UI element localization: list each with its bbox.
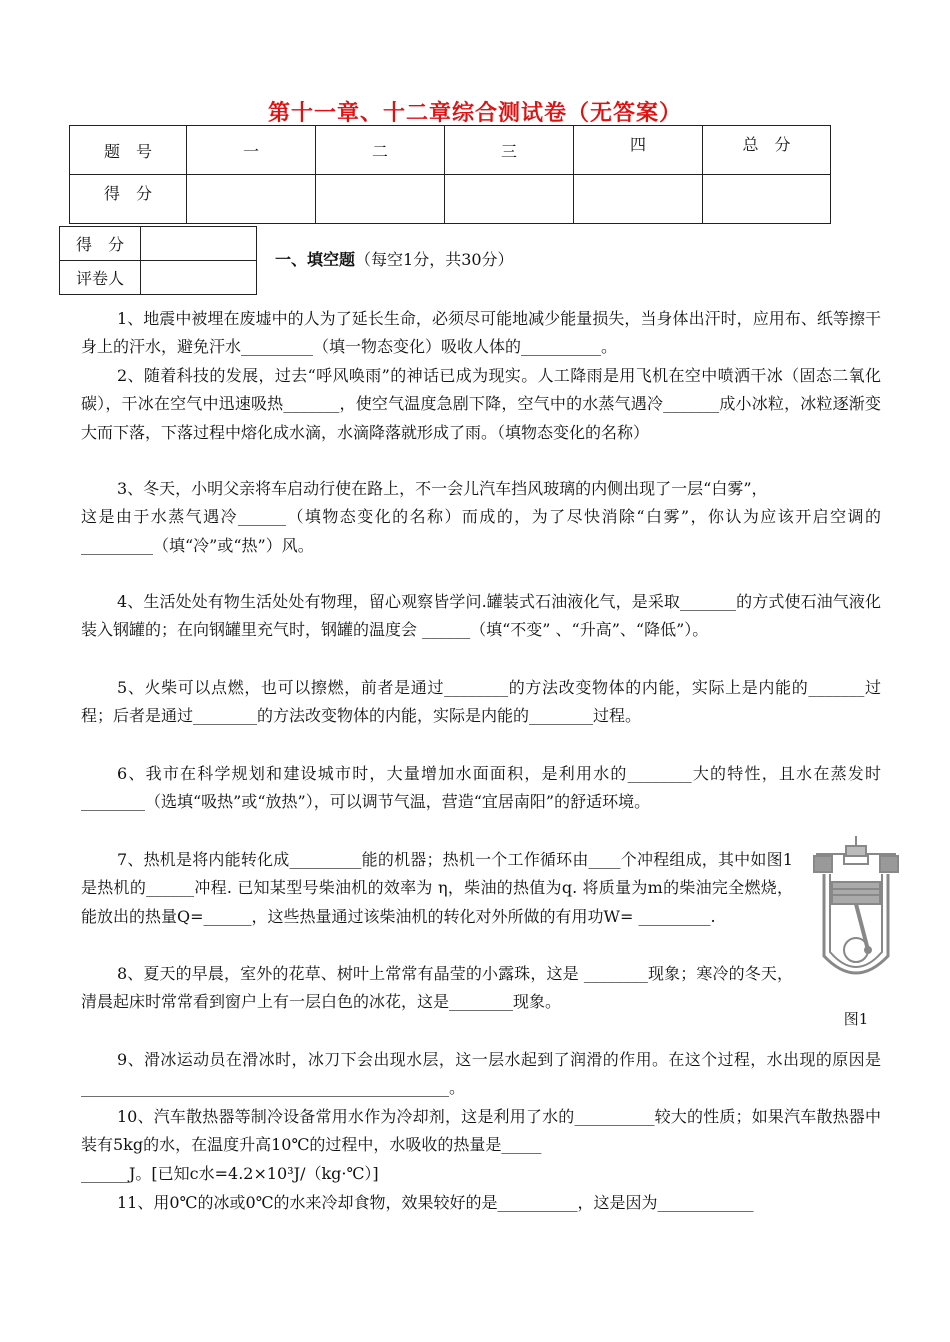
question-8 [81, 960, 793, 1017]
figure-caption: 图1 [843, 1010, 869, 1028]
row-label: 得 分 [70, 175, 187, 224]
question-text: 5、火柴可以点燃，也可以擦燃，前者是通过________的方法改变物体的内能，实际上是内能的_______过程；后者是通过________的方法改变物体的内能，实际是内能的________过程。 [81, 678, 881, 726]
score-box[interactable] [141, 227, 257, 261]
section-heading [275, 247, 514, 270]
question-text: 这是由于水蒸气遇冷______（填物态变化的名称）而成的，为了尽快消除“白雾”，你认为应该开启空调的_________（填“冷”或“热”）风。 [81, 507, 881, 555]
score-label: 得 分 [60, 227, 141, 261]
question-2 [81, 362, 881, 447]
question-text: 7、热机是将内能转化成_________能的机器；热机一个工作循环由____个冲程组成，其中如图1是热机的______冲程. 已知某型号柴油机的效率为 η，柴油的热值为q. 将质量为m的柴油完全燃烧，能放出的热量Q=______，这些热量通过该柴油机的转化对外所做的有用功W= _________. [81, 850, 793, 926]
question-text: 9、滑冰运动员在滑冰时，冰刀下会出现水层，这一层水起到了润滑的作用。在这个过程，水出现的原因是______________________________________________。 [81, 1050, 881, 1098]
header-cell: 二 [316, 126, 445, 175]
grader-row [60, 227, 257, 261]
header-cell: 题 号 [70, 126, 187, 175]
header-cell: 四 [574, 126, 703, 175]
question-text: 4、生活处处有物生活处处有物理，留心观察皆学问.罐装式石油液化气，是采取_______的方式使石油气液化装入钢罐的；在向钢罐里充气时，钢罐的温度会 ______（填“不变” 、“升高”、“降低”）。 [81, 592, 881, 640]
engine-cylinder-icon [810, 832, 902, 992]
figure-1 [810, 832, 902, 1029]
question-10 [81, 1103, 881, 1188]
header-cell: 三 [445, 126, 574, 175]
question-1 [81, 305, 881, 362]
question-5 [81, 674, 881, 731]
score-table-score-row [70, 175, 831, 224]
question-11 [81, 1189, 881, 1217]
question-text: 2、随着科技的发展，过去“呼风唤雨”的神话已成为现实。人工降雨是用飞机在空中喷洒干冰（固态二氧化碳），干冰在空气中迅速吸热_______，使空气温度急剧下降，空气中的水蒸气遇冷_______成小冰粒，冰粒逐渐变大而下落，下落过程中熔化成水滴，水滴降落就形成了雨。（填物态变化的名称） [81, 366, 881, 442]
question-text: 11、用0℃的冰或0℃的水来冷却食物，效果较好的是__________，这是因为____________ [117, 1193, 754, 1212]
section-note: （每空1分，共30分） [355, 250, 514, 269]
question-3 [81, 475, 881, 560]
score-cell[interactable] [574, 175, 703, 224]
question-text: 6、我市在科学规划和建设城市时，大量增加水面面积，是利用水的________大的特性，且水在蒸发时________（选填“吸热”或“放热”），可以调节气温，营造“宜居南阳”的舒适环境。 [81, 764, 881, 812]
question-9 [81, 1046, 881, 1103]
question-4 [81, 588, 881, 645]
header-cell: 一 [187, 126, 316, 175]
question-text: 8、夏天的早晨，室外的花草、树叶上常常有晶莹的小露珠，这是 ________现象；寒冷的冬天，清晨起床时常常看到窗户上有一层白色的冰花，这是________现象。 [81, 964, 793, 1012]
page-title: 第十一章、十二章综合测试卷（无答案） [267, 101, 682, 126]
grader-table [59, 226, 257, 295]
score-cell[interactable] [445, 175, 574, 224]
score-cell[interactable] [703, 175, 831, 224]
score-table-header-row [70, 126, 831, 175]
grader-row [60, 261, 257, 295]
question-7 [81, 846, 793, 931]
question-6 [81, 760, 881, 817]
header-cell: 总 分 [703, 126, 831, 175]
grader-label: 评卷人 [60, 261, 141, 295]
question-text: 1、地震中被埋在废墟中的人为了延长生命，必须尽可能地减少能量损失，当身体出汗时，应用布、纸等擦干身上的汗水，避免汗水_________（填一物态变化）吸收人体的__________。 [81, 309, 881, 357]
grader-box[interactable] [141, 261, 257, 295]
question-text: 3、冬天，小明父亲将车启动行使在路上，不一会儿汽车挡风玻璃的内侧出现了一层“白雾”， [117, 479, 768, 498]
section-title: 一、填空题 [275, 250, 356, 269]
score-cell[interactable] [187, 175, 316, 224]
score-table [69, 125, 831, 224]
score-cell[interactable] [316, 175, 445, 224]
question-text: 10、汽车散热器等制冷设备常用水作为冷却剂，这是利用了水的__________较大的性质；如果汽车散热器中装有5kg的水，在温度升高10℃的过程中，水吸收的热量是_____ [81, 1107, 881, 1155]
question-text: ______J。[已知c水=4.2×10³J/（kg·℃）] [81, 1163, 379, 1183]
